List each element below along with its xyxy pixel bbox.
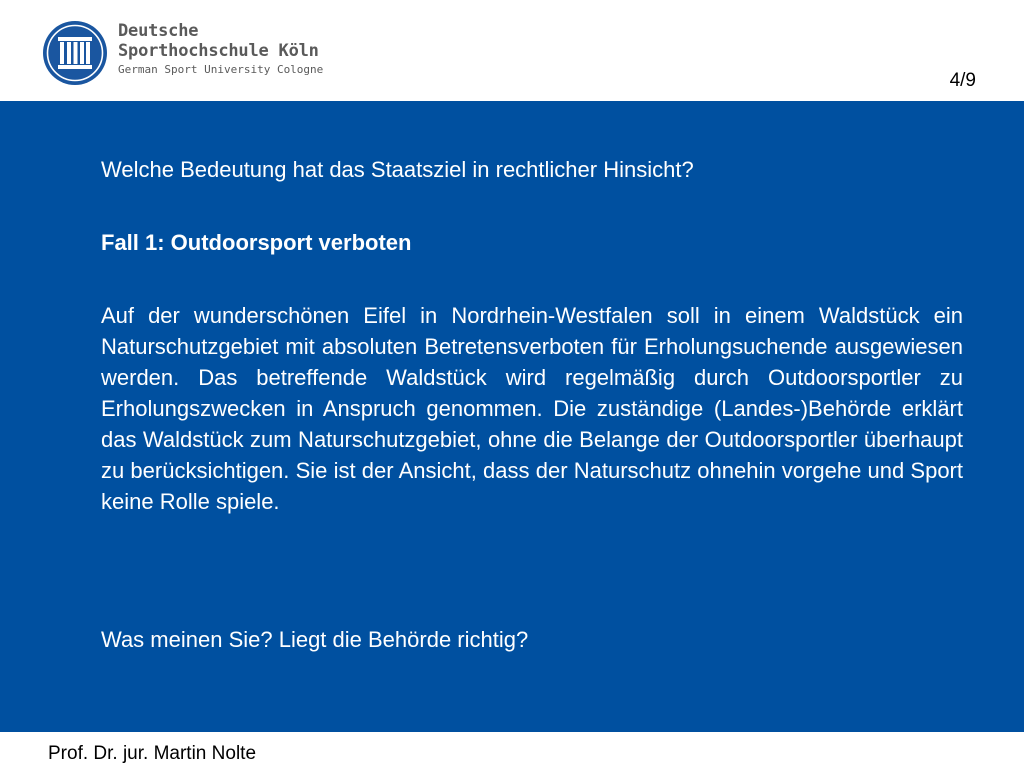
case-description: Auf der wunderschönen Eifel in Nordrhein-Westfalen soll in einem Waldstück ein Naturschutzgebiet mit absoluten Betretensverboten für Erholungsuchende ausgewiesen werden. Das betreffende Waldstück wird regelmäßig durch Outdoorsportler zu Erholungszwecken in Anspruch genommen. Die zuständige (Landes-)Behörde erklärt das Waldstück zum Naturschutzgebiet, ohne die Belange der Outdoorsportler überhaupt zu berücksichtigen. Sie ist der Ansicht, dass der Naturschutz ohnehin vorgehe und Sport keine Rolle spiele.: [101, 303, 963, 514]
university-building-icon: [42, 20, 108, 86]
closing-question: Was meinen Sie? Liegt die Behörde richtig?: [101, 627, 529, 652]
slide-footer: [0, 732, 1024, 768]
author-name: Prof. Dr. jur. Martin Nolte: [48, 743, 257, 764]
university-name-line1: Deutsche: [118, 21, 199, 41]
content-panel: [0, 101, 1024, 732]
university-name: [118, 21, 323, 78]
page-number: 4/9: [949, 70, 976, 91]
case-title: Fall 1: Outdoorsport verboten: [101, 230, 412, 255]
university-name-line2: Sporthochschule Köln: [118, 41, 319, 61]
slide-header: [0, 0, 1024, 101]
slide-question: Welche Bedeutung hat das Staatsziel in rechtlicher Hinsicht?: [101, 157, 694, 182]
university-name-english: German Sport University Cologne: [118, 63, 324, 76]
